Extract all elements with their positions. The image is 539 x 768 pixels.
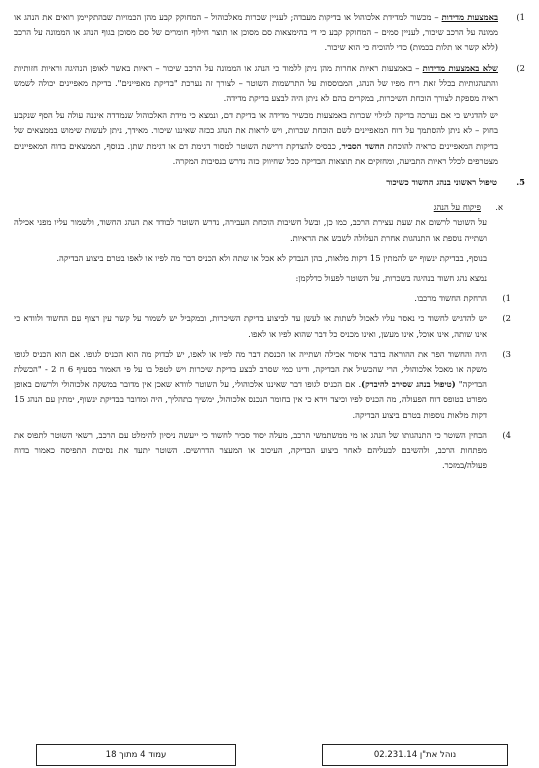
- note-text-post: , כבסיס להצדקת דרישת השוטר למסור דגימת דם או דגימת שתן. בנוסף, הממצאים בדוח המאפיינים מצטרפים לכלל ראיות התביעה, ומחזקים את תוצאות הבדיקה ככל שחיווק כזה נדרש בנסיבות המקרה.: [14, 140, 498, 166]
- document-body: [14, 10, 525, 473]
- step-text: הרחקת החשוד מרכבו.: [414, 293, 487, 304]
- step-text: יש להדגיש לחשוד כי נאסר עליו לאכול לשתות או לעשן עד לביצוע בדיקת השיכרות, ובמקביל יש לשמור על קשר עין רצוף עם החשוד ולוודא כי אינו שותה, אינו אוכל, אינו מעשן, ואינו מכניס כל דבר שהוא לפיו או לאפו.: [14, 313, 487, 339]
- document-id-box: נוהל את"ן 02.231.14: [322, 744, 508, 766]
- item-number: 1): [516, 12, 525, 22]
- item-number: 2): [516, 62, 525, 73]
- step-number: 4): [502, 429, 511, 440]
- paragraph-text: על השוטר לרשום את שעת עצירת הרכב, כמו כן, ובשל חשיבות הוכחת העבירה, נדרש השוטר לבודד את הנהג החשוד, ולשמור עליו מפני אכילה ושתייה נוספת או התנהגות אחרת העלולה לשבש את הראיות.: [14, 217, 487, 243]
- section-title: טיפול ראשוני בנהג החשוד כשיכור: [386, 177, 497, 188]
- step-text-pre: היה והחשוד הפר את ההוראה בדבר איסור אכילה ושתייה או הכנסת דבר מה לפיו או לאפו, יש לבדוק מה הוא הכניס לגופו. אם הוא הכניס לגופו משקה או מאכל אלכוהולי, הרי שהכשיל את הבדיקה, ודינו כמי שסרב לבצע בדיקת שיכרות ויש לטפל בו על פי האמור בסעיף 6 ח 2 - "הכשלת הבדיקה": [14, 348, 487, 390]
- paragraph: [14, 251, 511, 266]
- item-text: – באמצעות ראיות אחרות מהן ניתן ללמוד כי הנהג או הממונה על הרכב שיכור – ראיות באשר לאופן הנהיגה וראיות חזותיות והתנהגותיות בכלל זאת ריח מפיו של הנהג, המבוססות על התרשמות השוטר – לצורך זה נערכת "בדיקת מאפיינים". בדיקת מאפיינים יכולה לשמש ראיה מספקת לצורך הוכחת השיכרות, במקרים בהם לא ניתן היה לבצע בדיקת מדידה.: [14, 62, 498, 104]
- paragraph: [14, 271, 511, 286]
- item-text: – מכשור למדידת אלכוהול או בדיקות מעבדה; לעניין שכרות מאלכוהול – המחוקק קבע מהן הכמויות שבהתקיימן רואים את הנהג או ממונה על הרכב שיכור, לעניין סמים – המחוקק קבע כי די בהימצאות סם מסוכן או תוצר חילוף חומרים של סם מסוכן בגוף הנהג או הממונה על הרכב (ללא קשר או תלות בכמות) כדי להוכיח כי הוא שיכור.: [14, 12, 498, 53]
- page-number-box: עמוד 4 מתוך 18: [36, 744, 236, 766]
- step-text-bold: (טיפול בנהג שסירב להיבדק): [361, 379, 456, 390]
- step-number: 1): [502, 293, 511, 304]
- step-number: 2): [502, 313, 511, 324]
- paragraph-text: נמצא נהג חשוד בנהיגה בשכרות, על השוטר לפעול כדלקמן:: [295, 273, 487, 284]
- item-heading: באמצעות מדידות: [441, 12, 499, 22]
- step-item: [14, 291, 511, 306]
- step-text: הבחין השוטר כי התנהגותו של הנהג או מי ממשתמשי הרכב, מעלה יסוד סביר לחשוד כי ייעשה ניסיון להימלט עם הרכב, רשאי השוטר לתפוס את מפתחות הרכב, ולהשיבם לבעליהם לאחר ביצוע הבדיקה, העיכוב או המעצר הדרושים. השוטר יתעד את נסיבות התפיסה כאמור בדוח פעולה/במזכר.: [14, 429, 487, 471]
- subsection-heading: [14, 200, 525, 215]
- paragraph: [14, 215, 511, 245]
- step-item: [14, 311, 511, 341]
- section-number: 5.: [516, 177, 525, 188]
- subsection-title: פיקוח על הנהג: [433, 202, 481, 213]
- subsection-number: א.: [495, 202, 503, 213]
- paragraph-text: בנוסף, בבדיקת ינשוף יש להמתין 15 דקות מלאות, בהן הנבדק לא אכל או שתה ולא הכניס דבר מה לפיו או לאפו בטרם ביצוע הבדיקה.: [56, 252, 487, 263]
- subsection-body: [14, 215, 525, 473]
- item-heading: שלא באמצעות מדידות: [422, 62, 498, 73]
- step-item: [14, 428, 511, 474]
- note-text-pre: יש להדגיש כי אם נערכה בדיקה לגילוי שכרות באמצעות מכשיר מדידה או בדיקת דם, ונמצא כי מידת האלכוהול שנמדדה איננה עולה על הסף שנקבע בחוק – לא ניתן להסתמך על דוח המאפיינים לשם הוכחת שכרות, ויש לראות את הנהג ככזה שאיננו שיכור. מאידך, ניתן לעשות שימוש בממצאים של בדיקות המאפיינים כראיה להוכחת: [14, 110, 498, 151]
- step-item: [14, 347, 511, 423]
- list-item: [14, 61, 525, 107]
- note-text-bold: החשד הסביר: [341, 140, 385, 151]
- step-text-post: . אם הכניס לגופו דבר שאיננו אלכוהולי, על השוטר לוודא שאכן אין מדובר במשקה אלכוהולי ולרשום באופן מפורט בטופס דוח הפעולה, מה הכניס לפיו וכיצד וידא כי אין בחומר הנכנס אלכוהול, ימשיך בתהליך, היה ומדובר בבדיקת ינשוף, ימתין עם הנהג 15 דקות מלאות נוספות בטרם ביצוע הבדיקה.: [14, 379, 487, 420]
- section-heading: [14, 175, 525, 190]
- note-paragraph: [14, 108, 525, 169]
- list-item: [14, 10, 525, 56]
- step-number: 3): [502, 348, 511, 359]
